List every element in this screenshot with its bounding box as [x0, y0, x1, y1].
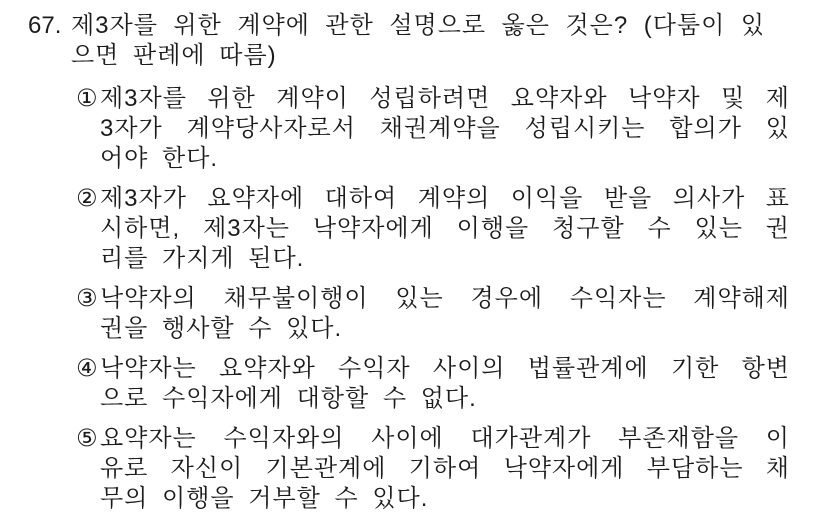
- option-line: 낙약자의 채무불이행이 있는 경우에 수익자는 계약해제: [100, 285, 790, 312]
- option-line: 권을 행사할 수 있다.: [100, 315, 343, 342]
- option-4-text: [100, 354, 790, 414]
- option-5-marker: ⑤: [76, 425, 98, 452]
- option-line: 어야 한다.: [100, 145, 219, 172]
- option-1-text: [100, 84, 790, 174]
- option-line: 낙약자는 요약자와 수익자 사이의 법률관계에 기한 항변: [100, 355, 790, 382]
- question-text: [71, 11, 765, 71]
- option-4[interactable]: [76, 354, 826, 414]
- option-line: 시하면, 제3자는 낙약자에게 이행을 청구할 수 있는 권: [100, 215, 790, 242]
- option-3-text: [100, 284, 790, 344]
- option-3[interactable]: [76, 284, 826, 344]
- option-5-text: [100, 424, 790, 514]
- option-line: 3자가 계약당사자로서 채권계약을 성립시키는 합의가 있: [100, 115, 790, 142]
- option-3-marker: ③: [76, 285, 98, 312]
- option-line: 리를 가지게 된다.: [100, 245, 305, 272]
- option-5[interactable]: [76, 424, 826, 514]
- option-line: 제3자가 요약자에 대하여 계약의 이익을 받을 의사가 표: [100, 185, 790, 212]
- question-line: 으면 판례에 따름): [71, 42, 277, 69]
- option-1[interactable]: [76, 84, 826, 174]
- option-line: 유로 자신이 기본관계에 기하여 낙약자에게 부담하는 채: [100, 455, 790, 482]
- option-2-text: [100, 184, 790, 274]
- question-block: [28, 11, 826, 71]
- option-line: 제3자를 위한 계약이 성립하려면 요약자와 낙약자 및 제: [100, 85, 790, 112]
- option-2-marker: ②: [76, 185, 98, 212]
- question-line: 제3자를 위한 계약에 관한 설명으로 옳은 것은? (다툼이 있: [71, 12, 765, 39]
- option-line: 으로 수익자에게 대항할 수 없다.: [100, 385, 477, 412]
- option-1-marker: ①: [76, 85, 98, 112]
- question-number: 67.: [28, 12, 62, 39]
- option-line: 요약자는 수익자와의 사이에 대가관계가 부존재함을 이: [100, 425, 790, 452]
- option-line: 무의 이행을 거부할 수 있다.: [100, 485, 429, 512]
- option-4-marker: ④: [76, 355, 98, 382]
- option-2[interactable]: [76, 184, 826, 274]
